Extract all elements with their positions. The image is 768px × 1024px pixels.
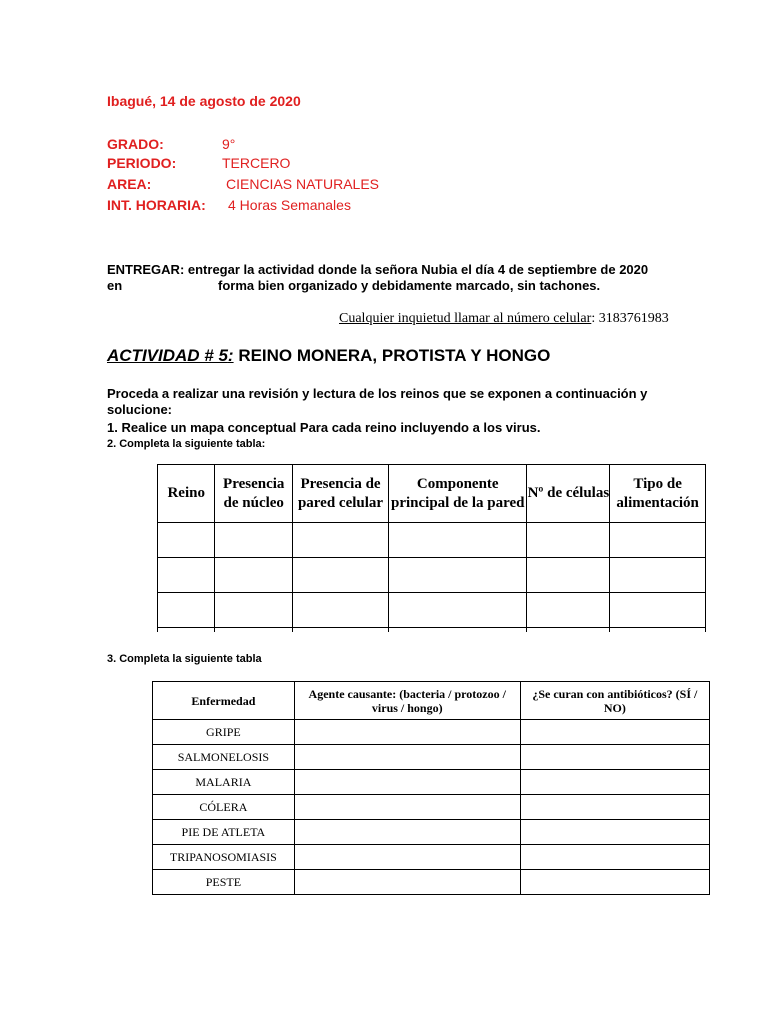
- table-cell[interactable]: [158, 558, 215, 593]
- horaria-value: 4 Horas Semanales: [228, 197, 351, 213]
- table-cell[interactable]: [158, 628, 215, 633]
- area-value: CIENCIAS NATURALES: [226, 176, 379, 192]
- kingdom-table: [157, 464, 706, 632]
- col-nucleo: Presencia de núcleo: [215, 465, 293, 523]
- disease-name: CÓLERA: [153, 795, 295, 820]
- table-cell[interactable]: [527, 593, 610, 628]
- table-cell[interactable]: [527, 523, 610, 558]
- col-agente: Agente causante: (bacteria / protozoo / virus / hongo): [294, 682, 520, 720]
- disease-name: TRIPANOSOMIASIS: [153, 845, 295, 870]
- table-row: [153, 820, 710, 845]
- kingdom-table-container: [157, 464, 707, 632]
- table-cell[interactable]: [389, 628, 527, 633]
- table-cell[interactable]: [520, 745, 709, 770]
- table-cell[interactable]: [520, 870, 709, 895]
- table-cell[interactable]: [294, 845, 520, 870]
- activity-title: [107, 346, 550, 366]
- contact-line: [339, 311, 669, 327]
- activity-intro: Proceda a realizar una revisión y lectura de los reinos que se exponen a continuación y solucione:: [107, 386, 648, 417]
- disease-table: [152, 681, 710, 895]
- grado-label: GRADO:: [107, 136, 164, 152]
- table-row: [153, 770, 710, 795]
- disease-name: GRIPE: [153, 720, 295, 745]
- step-3: 3. Completa la siguiente tabla: [107, 653, 262, 665]
- table-cell[interactable]: [293, 523, 389, 558]
- table-cell[interactable]: [294, 820, 520, 845]
- table-cell[interactable]: [520, 770, 709, 795]
- table-cell[interactable]: [294, 870, 520, 895]
- col-reino: Reino: [158, 465, 215, 523]
- activity-colon: :: [227, 346, 234, 365]
- table-cell[interactable]: [158, 523, 215, 558]
- table-cell[interactable]: [293, 593, 389, 628]
- step-2: 2. Completa la siguiente tabla:: [107, 438, 266, 450]
- table-row: [158, 628, 706, 633]
- table-cell[interactable]: [293, 628, 389, 633]
- table-cell[interactable]: [294, 795, 520, 820]
- table-row: [153, 795, 710, 820]
- table-cell[interactable]: [294, 770, 520, 795]
- contact-label: Cualquier inquietud llamar al número celular: [339, 311, 592, 326]
- table-cell[interactable]: [158, 593, 215, 628]
- col-pared: Presencia de pared celular: [293, 465, 389, 523]
- horaria-label: INT. HORARIA:: [107, 197, 206, 213]
- disease-name: PIE DE ATLETA: [153, 820, 295, 845]
- col-celulas: Nº de células: [527, 465, 610, 523]
- table-cell[interactable]: [389, 558, 527, 593]
- table-cell[interactable]: [293, 558, 389, 593]
- table-cell[interactable]: [520, 720, 709, 745]
- disease-name: MALARIA: [153, 770, 295, 795]
- col-componente: Componente principal de la pared: [389, 465, 527, 523]
- table-cell[interactable]: [215, 593, 293, 628]
- activity-name: REINO MONERA, PROTISTA Y HONGO: [233, 346, 551, 365]
- delivery-line-2-b: forma bien organizado y debidamente marcado, sin tachones.: [218, 278, 601, 293]
- table-cell[interactable]: [215, 558, 293, 593]
- table-cell[interactable]: [610, 558, 706, 593]
- table-cell[interactable]: [610, 628, 706, 633]
- table-cell[interactable]: [294, 745, 520, 770]
- table-row: [153, 745, 710, 770]
- table-row: [158, 558, 706, 593]
- table-row: [153, 845, 710, 870]
- table-cell[interactable]: [527, 558, 610, 593]
- table-row: [158, 593, 706, 628]
- area-label: AREA:: [107, 176, 152, 192]
- delivery-line-1: ENTREGAR: entregar la actividad donde la señora Nubia el día 4 de septiembre de 2020: [107, 262, 649, 277]
- disease-name: SALMONELOSIS: [153, 745, 295, 770]
- periodo-label: PERIODO:: [107, 155, 177, 171]
- place-date: Ibagué, 14 de agosto de 2020: [107, 93, 301, 109]
- table-cell[interactable]: [389, 593, 527, 628]
- table-cell[interactable]: [527, 628, 610, 633]
- col-alimentacion: Tipo de alimentación: [610, 465, 706, 523]
- table-row: [158, 523, 706, 558]
- grado-value: 9°: [222, 136, 236, 152]
- col-antibioticos: ¿Se curan con antibióticos? (SÍ / NO): [520, 682, 709, 720]
- step-1: 1. Realice un mapa conceptual Para cada reino incluyendo a los virus.: [107, 420, 541, 435]
- table-row: [153, 720, 710, 745]
- table-cell[interactable]: [610, 593, 706, 628]
- table-cell[interactable]: [215, 523, 293, 558]
- table-cell[interactable]: [520, 820, 709, 845]
- table-cell[interactable]: [294, 720, 520, 745]
- table-cell[interactable]: [520, 845, 709, 870]
- periodo-value: TERCERO: [222, 155, 291, 171]
- table-cell[interactable]: [215, 628, 293, 633]
- disease-name: PESTE: [153, 870, 295, 895]
- delivery-line-2-a: en: [107, 278, 123, 293]
- col-enfermedad: Enfermedad: [153, 682, 295, 720]
- table-row: [153, 870, 710, 895]
- table-cell[interactable]: [520, 795, 709, 820]
- contact-phone: : 3183761983: [591, 311, 669, 326]
- activity-number: ACTIVIDAD # 5: [107, 346, 228, 365]
- table-cell[interactable]: [389, 523, 527, 558]
- table-cell[interactable]: [610, 523, 706, 558]
